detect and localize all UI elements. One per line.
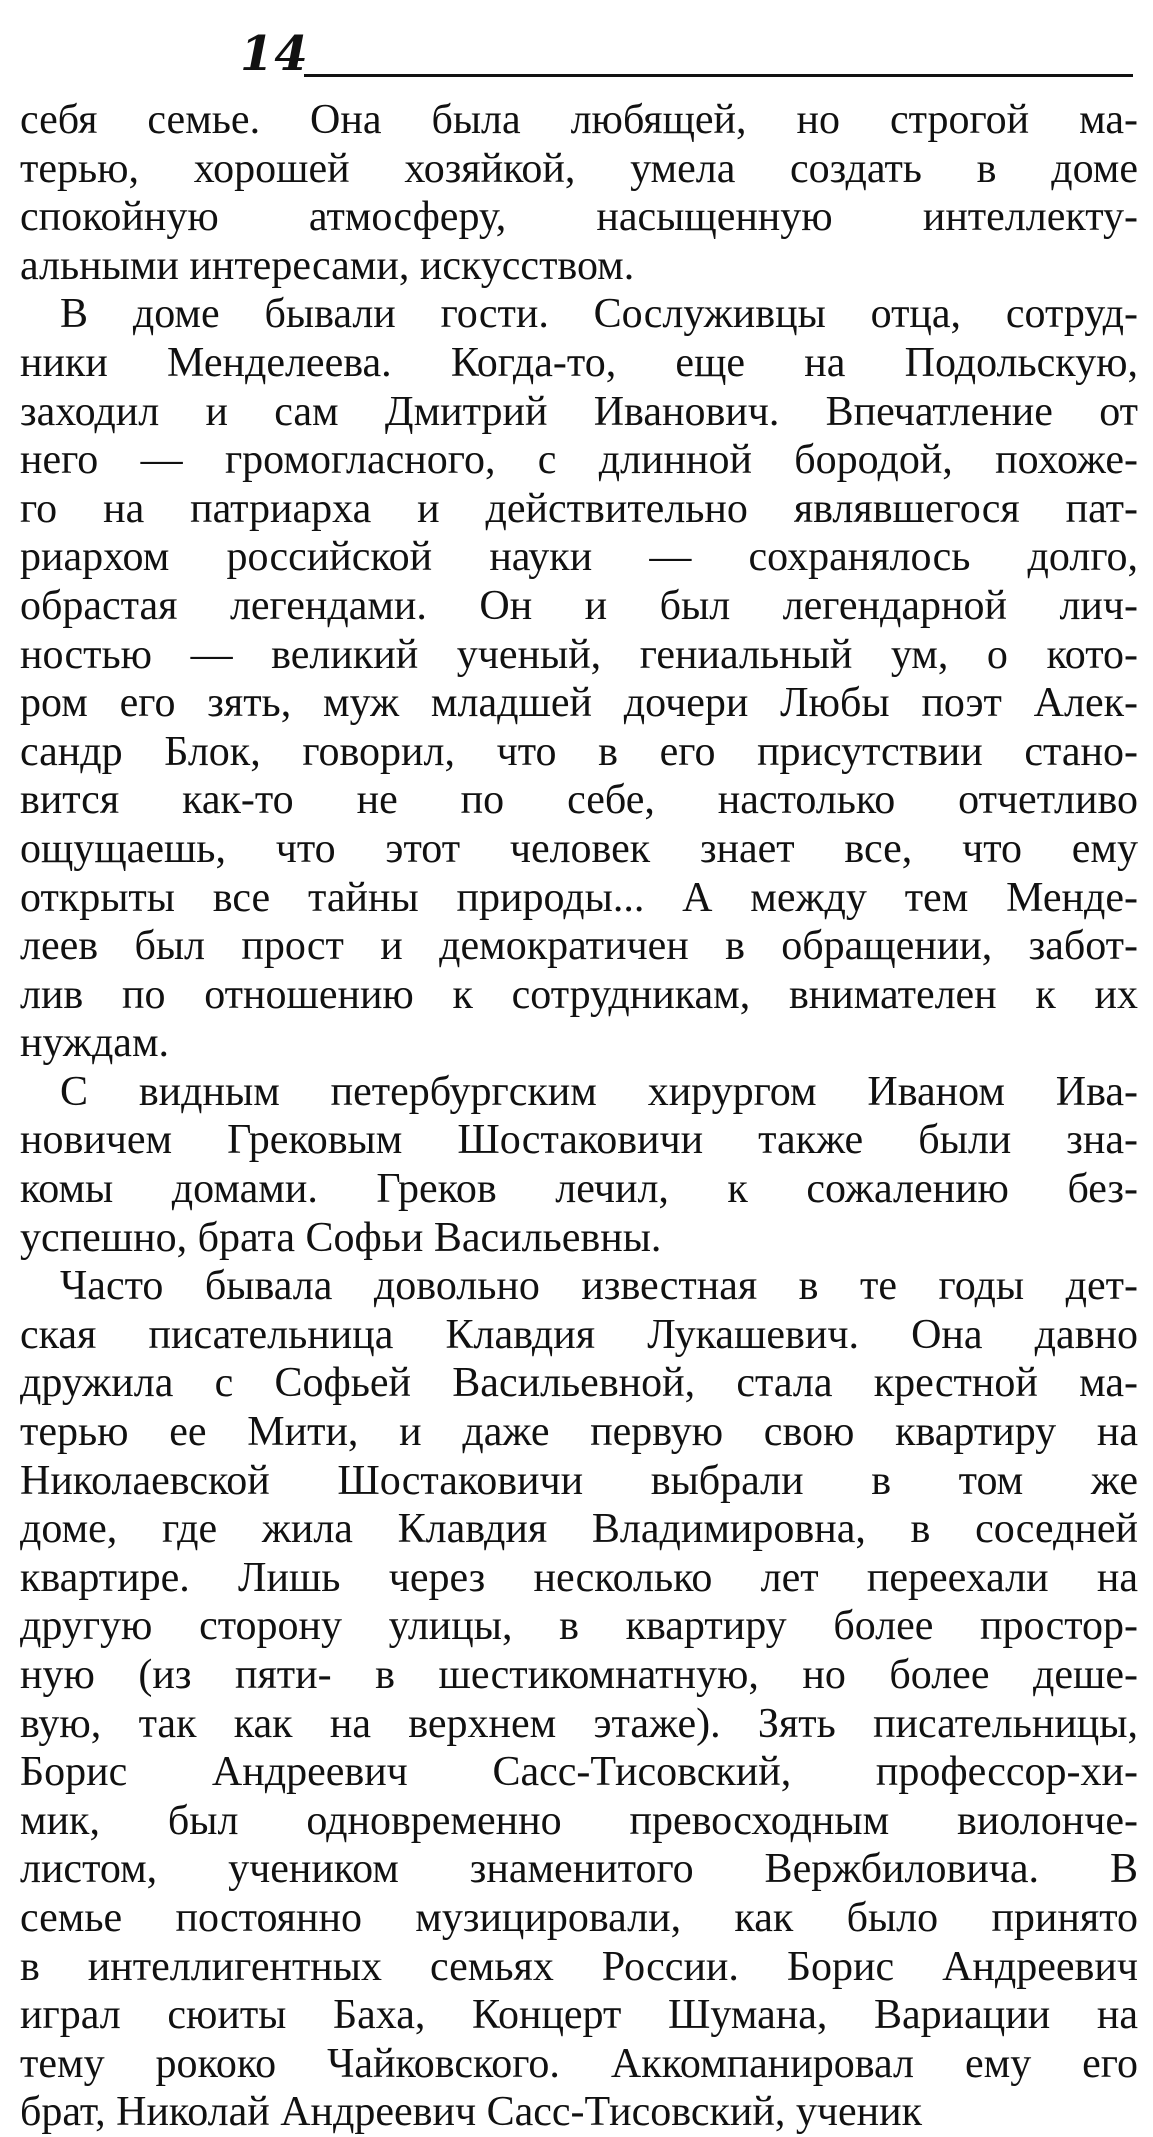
paragraph xyxy=(20,96,1138,290)
text-line: нуждам. xyxy=(20,1020,170,1067)
text-line: сандр Блок, говорил, что в его присутствии стано- xyxy=(20,728,1138,775)
text-line: брат, Николай Андреевич Сасс-Тисовский, ученик xyxy=(20,2089,922,2136)
text-line: новичем Грековым Шостаковичи также были зна- xyxy=(20,1117,1138,1164)
text-line: открыты все тайны природы... А между тем Менде- xyxy=(20,874,1138,921)
text-line: ностью — великий ученый, гениальный ум, о кото- xyxy=(20,631,1138,678)
text-line: риархом российской науки — сохранялось долго, xyxy=(20,534,1138,581)
text-line: вится как-то не по себе, настолько отчетливо xyxy=(20,777,1138,824)
text-line: ощущаешь, что этот человек знает все, что ему xyxy=(20,825,1138,872)
text-line: ром его зять, муж младшей дочери Любы поэт Алек- xyxy=(20,680,1138,727)
text-line: ную (из пяти- в шестикомнатную, но более деше- xyxy=(20,1652,1138,1698)
page-number: 14 xyxy=(240,26,309,82)
paragraph xyxy=(20,1262,1138,2137)
text-line: В доме бывали гости. Сослуживцы отца, сотруд- xyxy=(60,291,1138,338)
text-line: доме, где жила Клавдия Владимировна, в соседней xyxy=(20,1506,1138,1553)
text-line: дружила с Софьей Васильевной, стала крестной ма- xyxy=(20,1360,1138,1407)
text-line: Борис Андреевич Сасс-Тисовский, профессор-хи- xyxy=(20,1749,1138,1796)
text-line: ники Менделеева. Когда-то, еще на Подольскую, xyxy=(20,339,1138,386)
text-line: квартире. Лишь через несколько лет переехали на xyxy=(20,1554,1138,1601)
text-line: другую сторону улицы, в квартиру более простор- xyxy=(20,1603,1138,1650)
text-line: С видным петербургским хирургом Иваном Ива- xyxy=(60,1068,1138,1115)
text-line: ская писательница Клавдия Лукашевич. Она давно xyxy=(20,1311,1138,1358)
text-line: комы домами. Греков лечил, к сожалению без- xyxy=(20,1166,1138,1213)
text-line: семье постоянно музицировали, как было принято xyxy=(20,1894,1138,1941)
text-line: лив по отношению к сотрудникам, внимателен к их xyxy=(20,971,1138,1018)
text-line: него — громогласного, с длинной бородой, похоже- xyxy=(20,437,1138,484)
text-line: играл сюиты Баха, Концерт Шумана, Вариации на xyxy=(20,1992,1138,2039)
text-line: альными интересами, искусством. xyxy=(20,242,635,289)
text-line: терью ее Мити, и даже первую свою квартиру на xyxy=(20,1409,1138,1456)
body-text xyxy=(20,96,1138,2137)
text-line: листом, учеником знаменитого Вержбиловича. В xyxy=(20,1846,1138,1893)
text-line: терью, хорошей хозяйкой, умела создать в доме xyxy=(20,145,1138,192)
page-header xyxy=(240,26,1133,82)
text-line: в интеллигентных семьях России. Борис Андреевич xyxy=(20,1943,1138,1990)
text-line: го на патриарха и действительно являвшегося пат- xyxy=(20,485,1138,532)
text-line: обрастая легендами. Он и был легендарной лич- xyxy=(20,582,1138,629)
paragraph xyxy=(20,290,1138,1068)
text-line: Часто бывала довольно известная в те годы дет- xyxy=(60,1263,1138,1310)
paragraph xyxy=(20,1068,1138,1262)
text-line: спокойную атмосферу, насыщенную интеллекту- xyxy=(20,194,1138,241)
text-line: успешно, брата Софьи Васильевны. xyxy=(20,1214,662,1261)
header-rule xyxy=(304,74,1133,77)
text-line: Николаевской Шостаковичи выбрали в том же xyxy=(20,1457,1138,1504)
text-line: себя семье. Она была любящей, но строгой ма- xyxy=(20,97,1138,143)
text-line: тему рококо Чайковского. Аккомпанировал ему его xyxy=(20,2040,1138,2087)
text-line: леев был прост и демократичен в обращении, забот- xyxy=(20,923,1138,970)
text-line: вую, так как на верхнем этаже). Зять писательницы, xyxy=(20,1700,1138,1747)
text-line: заходил и сам Дмитрий Иванович. Впечатление от xyxy=(20,388,1138,435)
text-line: мик, был одновременно превосходным виолонче- xyxy=(20,1797,1138,1844)
